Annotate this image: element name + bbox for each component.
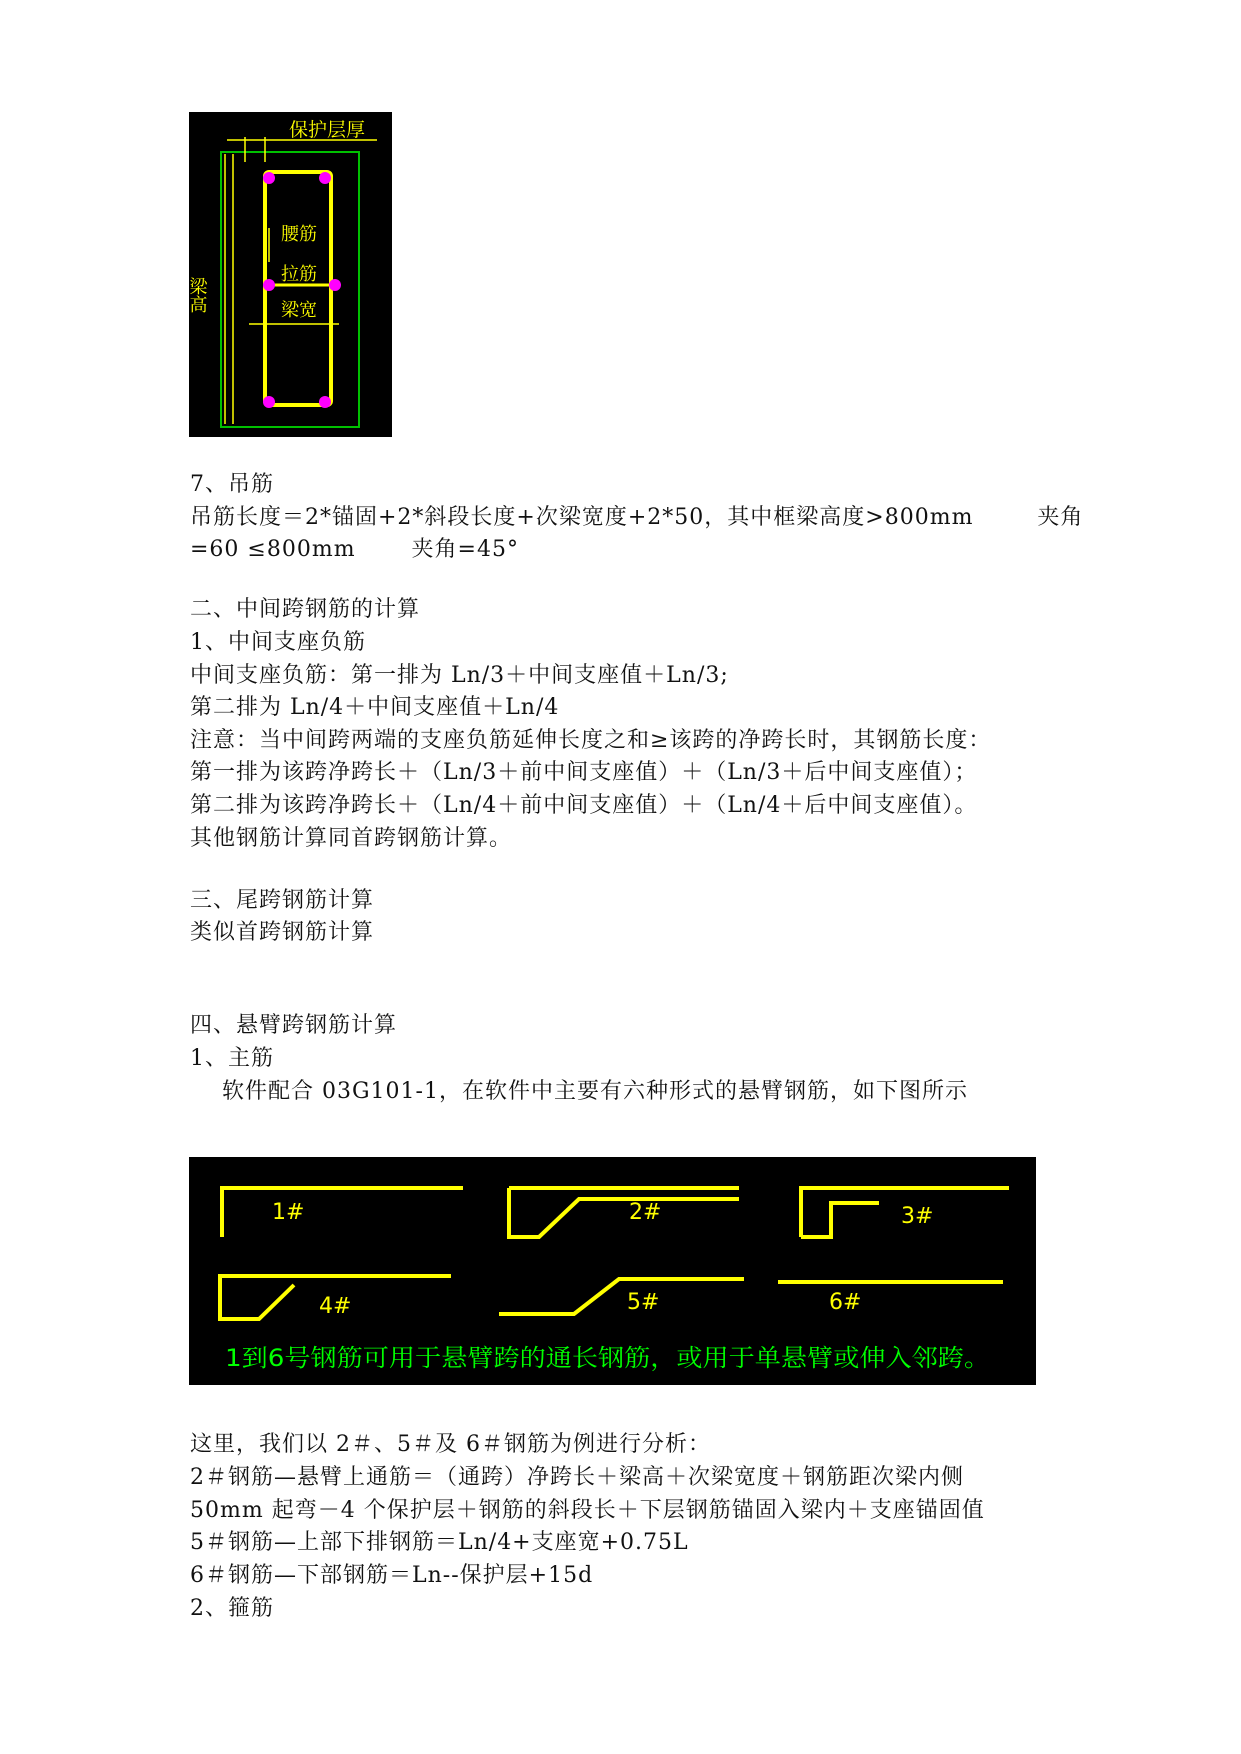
bar-2-label: 2# xyxy=(629,1200,662,1225)
corner-bar xyxy=(263,396,275,408)
width-label: 梁宽 xyxy=(281,300,317,321)
section-3-title: 三、尾跨钢筋计算 xyxy=(190,888,375,913)
bar-5 xyxy=(499,1279,744,1314)
section-2-note: 注意：当中间跨两端的支座负筋延伸长度之和≥该跨的净跨长时，其钢筋长度： xyxy=(190,728,992,753)
height-label: 梁高 xyxy=(186,277,208,313)
bar-4-label: 4# xyxy=(319,1294,352,1319)
waist-bar xyxy=(329,279,341,291)
corner-bar xyxy=(319,172,331,184)
section-4-bar5: 5＃钢筋—上部下排钢筋＝Ln/4+支座宽+0.75L xyxy=(190,1530,689,1555)
corner-bar xyxy=(319,396,331,408)
cantilever-bars-figure xyxy=(189,1157,1036,1385)
waist-bar xyxy=(263,279,275,291)
section-4-stirrup-title: 2、箍筋 xyxy=(190,1596,274,1621)
bar-2 xyxy=(509,1188,739,1237)
tie-bar-label: 拉筋 xyxy=(281,264,317,285)
section-4-analysis-intro: 这里，我们以 2＃、5＃及 6＃钢筋为例进行分析： xyxy=(190,1432,711,1457)
corner-bar xyxy=(263,172,275,184)
section-2-title: 二、中间跨钢筋的计算 xyxy=(190,597,421,622)
section-7-title: 7、吊筋 xyxy=(190,472,274,497)
section-4-bar2-line1: 2＃钢筋—悬臂上通筋＝（通跨）净跨长＋梁高＋次梁宽度＋钢筋距次梁内侧 xyxy=(190,1465,964,1490)
section-2-line: 第二排为 Ln/4＋中间支座值＋Ln/4 xyxy=(190,695,560,720)
figure-caption: 1到6号钢筋可用于悬臂跨的通长钢筋，或用于单悬臂或伸入邻跨。 xyxy=(225,1344,990,1372)
section-4-bar2-line2: 50mm 起弯－4 个保护层＋钢筋的斜段长＋下层钢筋锚固入梁内＋支座锚固值 xyxy=(190,1498,985,1523)
section-2-subtitle: 1、中间支座负筋 xyxy=(190,630,366,655)
stirrup xyxy=(265,172,331,405)
bar-1-label: 1# xyxy=(272,1200,305,1225)
section-2-line: 中间支座负筋：第一排为 Ln/3＋中间支座值＋Ln/3; xyxy=(190,663,729,688)
bar-5-label: 5# xyxy=(627,1290,660,1315)
bar-6-label: 6# xyxy=(829,1290,862,1315)
section-3-line: 类似首跨钢筋计算 xyxy=(190,920,375,945)
section-4-subtitle: 1、主筋 xyxy=(190,1046,274,1071)
section-4-title: 四、悬臂跨钢筋计算 xyxy=(190,1013,398,1038)
section-4-intro: 软件配合 03G101-1，在软件中主要有六种形式的悬臂钢筋，如下图所示 xyxy=(190,1079,968,1104)
section-7-formula-cont: =60 ≤800mm 夹角=45° xyxy=(190,537,519,562)
bar-3-label: 3# xyxy=(901,1204,934,1229)
bar-1 xyxy=(222,1188,463,1237)
section-2-line: 第二排为该跨净跨长＋（Ln/4＋前中间支座值）＋（Ln/4＋后中间支座值）。 xyxy=(190,793,978,818)
cover-label: 保护层厚 xyxy=(289,119,366,141)
beam-section-figure xyxy=(186,112,392,437)
section-2-line: 第一排为该跨净跨长＋（Ln/3＋前中间支座值）＋（Ln/3＋后中间支座值）； xyxy=(190,760,978,785)
section-4-bar6: 6＃钢筋—下部钢筋＝Ln--保护层+15d xyxy=(190,1563,594,1588)
section-2-line: 其他钢筋计算同首跨钢筋计算。 xyxy=(190,826,513,851)
section-7-formula: 吊筋长度＝2*锚固+2*斜段长度+次梁宽度+2*50，其中框梁高度>800mm 夹角 xyxy=(190,505,1084,530)
waist-bar-label: 腰筋 xyxy=(281,224,317,245)
